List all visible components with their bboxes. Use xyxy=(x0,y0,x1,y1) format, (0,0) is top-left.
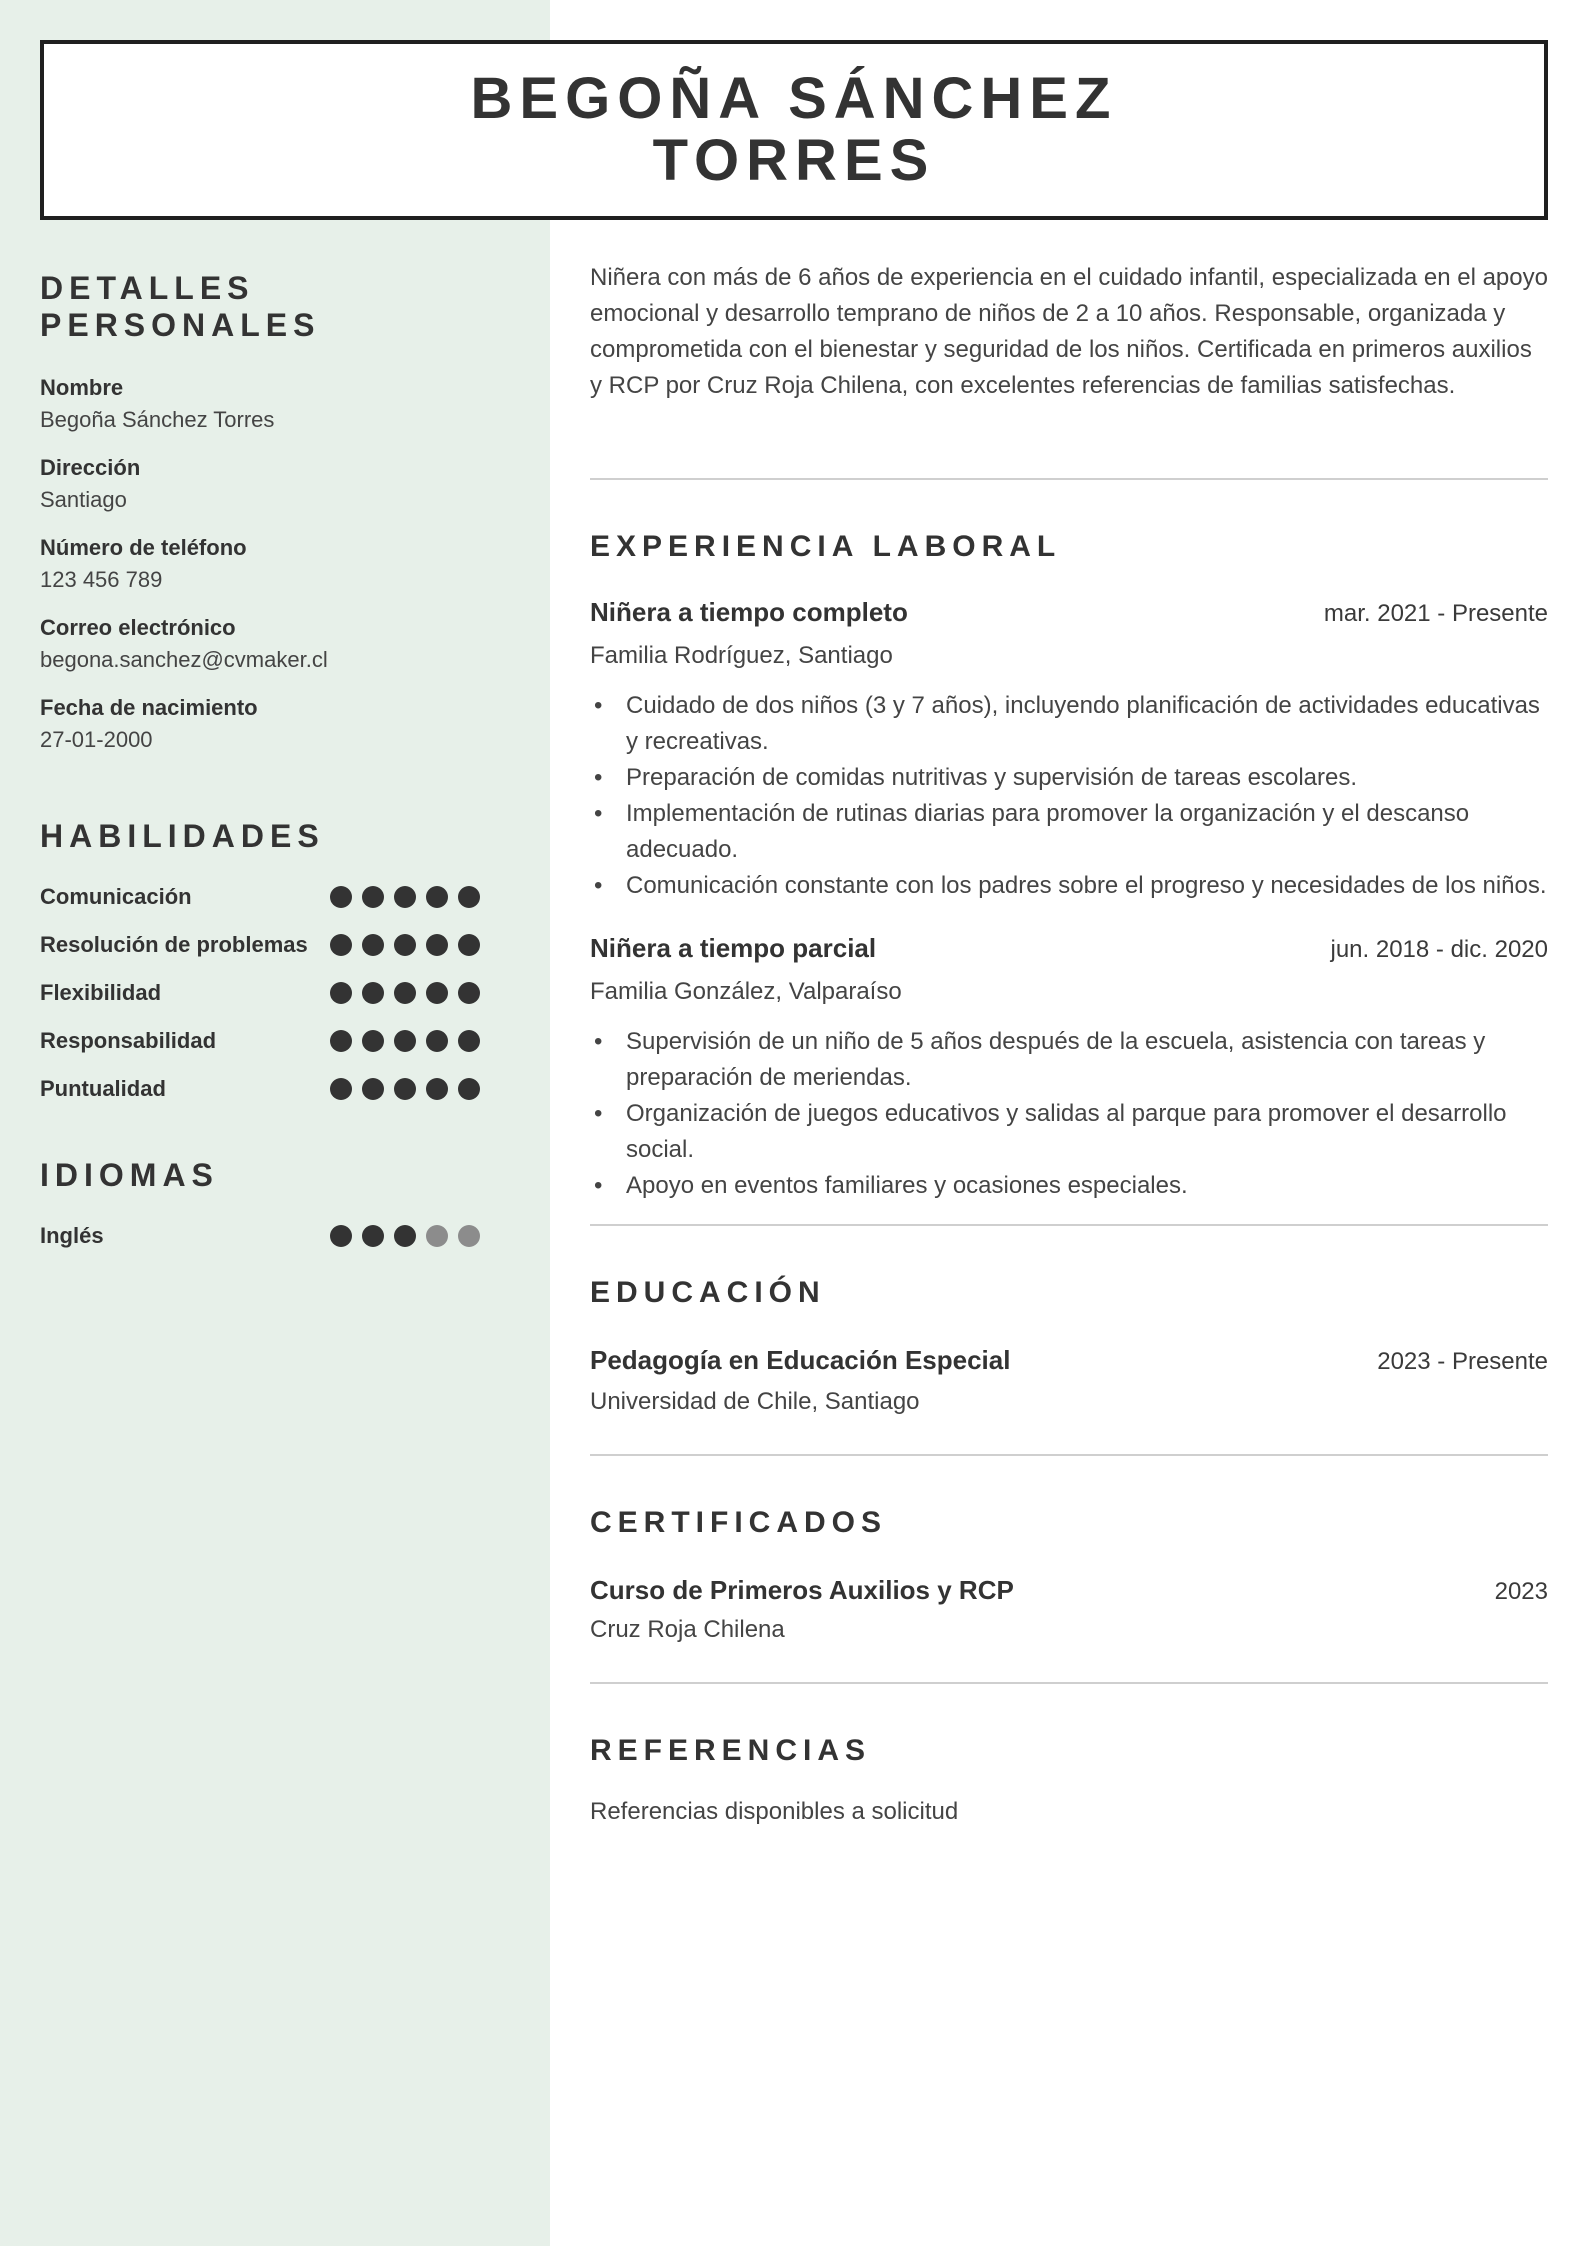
name-header xyxy=(40,40,1548,220)
job-bullet: • Organización de juegos educativos y salidas al parque para promover el desarrollo social. xyxy=(590,1096,1548,1168)
rating-dot-filled xyxy=(362,886,384,908)
skill-name: Resolución de problemas xyxy=(40,932,308,957)
name-line-2: TORRES xyxy=(652,128,936,193)
job-bullets xyxy=(590,688,1548,904)
detail-name xyxy=(40,372,500,436)
rating-dot-filled xyxy=(362,1078,384,1100)
rating-dot-empty xyxy=(426,1225,448,1247)
rating-dot-empty xyxy=(458,1225,480,1247)
rating-dot-filled xyxy=(362,982,384,1004)
certificate-title: Curso de Primeros Auxilios y RCP xyxy=(590,1575,1014,1605)
job-employer: Familia Rodríguez, Santiago xyxy=(590,642,893,669)
education-institution: Universidad de Chile, Santiago xyxy=(590,1388,920,1415)
rating-dot-filled xyxy=(426,982,448,1004)
rating-dot-filled xyxy=(394,934,416,956)
language-row xyxy=(40,1212,480,1260)
rating-dot-filled xyxy=(330,982,352,1004)
job-header xyxy=(590,930,1548,968)
certificates-heading: CERTIFICADOS xyxy=(590,1506,887,1539)
languages-section xyxy=(40,1157,500,1260)
rating-dot-filled xyxy=(330,934,352,956)
language-rating xyxy=(330,1225,480,1247)
skill-name: Comunicación xyxy=(40,884,192,909)
detail-value: Santiago xyxy=(40,487,127,512)
references-heading: REFERENCIAS xyxy=(590,1734,872,1767)
job-bullet: • Comunicación constante con los padres sobre el progreso y necesidades de los niños. xyxy=(590,868,1548,904)
rating-dot-filled xyxy=(362,1225,384,1247)
skill-rating xyxy=(330,1078,480,1100)
education-entry xyxy=(590,1342,1548,1420)
detail-value: Begoña Sánchez Torres xyxy=(40,407,275,432)
section-divider xyxy=(590,1682,1548,1684)
rating-dot-filled xyxy=(394,982,416,1004)
certificate-date: 2023 xyxy=(1494,1578,1548,1605)
experience-heading: EXPERIENCIA LABORAL xyxy=(590,530,1062,563)
detail-value: begona.sanchez@cvmaker.cl xyxy=(40,647,328,672)
rating-dot-filled xyxy=(394,1225,416,1247)
detail-label: Dirección xyxy=(40,455,141,480)
skill-row xyxy=(40,873,480,921)
job-bullet: • Preparación de comidas nutritivas y supervisión de tareas escolares. xyxy=(590,760,1548,796)
section-divider xyxy=(590,1454,1548,1456)
job-entry xyxy=(590,930,1548,1204)
rating-dot-filled xyxy=(394,886,416,908)
skill-rating xyxy=(330,934,480,956)
references-text: Referencias disponibles a solicitud xyxy=(590,1798,959,1825)
sidebar-content xyxy=(40,270,500,1260)
detail-birthdate xyxy=(40,692,500,756)
language-name: Inglés xyxy=(40,1223,104,1248)
rating-dot-filled xyxy=(458,982,480,1004)
skill-rating xyxy=(330,982,480,1004)
job-bullets xyxy=(590,1024,1548,1204)
job-employer: Familia González, Valparaíso xyxy=(590,978,902,1005)
skill-name: Flexibilidad xyxy=(40,980,162,1005)
rating-dot-filled xyxy=(330,886,352,908)
rating-dot-filled xyxy=(458,1078,480,1100)
education-date: 2023 - Presente xyxy=(1377,1348,1548,1375)
detail-label: Número de teléfono xyxy=(40,535,247,560)
detail-label: Correo electrónico xyxy=(40,615,236,640)
job-date: mar. 2021 - Presente xyxy=(1323,600,1548,627)
rating-dot-filled xyxy=(426,934,448,956)
job-entry xyxy=(590,594,1548,904)
skill-rating xyxy=(330,1030,480,1052)
certificate-issuer: Cruz Roja Chilena xyxy=(590,1616,785,1643)
rating-dot-filled xyxy=(426,886,448,908)
rating-dot-filled xyxy=(394,1078,416,1100)
education-header xyxy=(590,1342,1548,1380)
rating-dot-filled xyxy=(426,1078,448,1100)
job-date: jun. 2018 - dic. 2020 xyxy=(1330,936,1548,963)
job-title: Niñera a tiempo completo xyxy=(590,597,908,627)
job-bullet: • Supervisión de un niño de 5 años después de la escuela, asistencia con tareas y preparación de meriendas. xyxy=(590,1024,1548,1096)
education-title: Pedagogía en Educación Especial xyxy=(590,1345,1011,1375)
rating-dot-filled xyxy=(426,1030,448,1052)
detail-label: Nombre xyxy=(40,375,124,400)
rating-dot-filled xyxy=(458,886,480,908)
rating-dot-filled xyxy=(362,934,384,956)
rating-dot-filled xyxy=(330,1030,352,1052)
personal-details-heading: DETALLES PERSONALES xyxy=(40,270,321,343)
skill-name: Responsabilidad xyxy=(40,1028,217,1053)
job-header xyxy=(590,594,1548,632)
skill-rating xyxy=(330,886,480,908)
skill-row xyxy=(40,921,480,969)
rating-dot-filled xyxy=(330,1225,352,1247)
rating-dot-filled xyxy=(458,934,480,956)
section-divider xyxy=(590,1224,1548,1226)
skill-row xyxy=(40,969,480,1017)
job-bullet: • Apoyo en eventos familiares y ocasiones especiales. xyxy=(590,1168,1548,1204)
detail-email xyxy=(40,612,500,676)
detail-value: 27-01-2000 xyxy=(40,727,153,752)
detail-phone xyxy=(40,532,500,596)
skill-name: Puntualidad xyxy=(40,1076,166,1101)
job-bullet: • Cuidado de dos niños (3 y 7 años), incluyendo planificación de actividades educativas y recreativas. xyxy=(590,688,1548,760)
profile-summary: Niñera con más de 6 años de experiencia en el cuidado infantil, especializada en el apoyo emocional y desarrollo temprano de niños de 2 a 10 años. Responsable, organizada y comprometida con el bienestar y seguridad de los niños. Certificada en primeros auxilios y RCP por Cruz Roja Chilena, con excelentes referencias de familias satisfechas. xyxy=(590,264,1548,399)
certificate-entry xyxy=(590,1572,1548,1648)
detail-address xyxy=(40,452,500,516)
languages-heading: IDIOMAS xyxy=(40,1157,219,1193)
main-column xyxy=(590,260,1548,1830)
rating-dot-filled xyxy=(394,1030,416,1052)
section-divider xyxy=(590,478,1548,480)
certificate-header xyxy=(590,1572,1548,1610)
skill-row xyxy=(40,1065,480,1113)
skills-section xyxy=(40,818,500,1113)
name-line-1: BEGOÑA SÁNCHEZ xyxy=(470,66,1118,131)
education-heading: EDUCACIÓN xyxy=(590,1276,826,1309)
job-title: Niñera a tiempo parcial xyxy=(590,933,877,963)
rating-dot-filled xyxy=(330,1078,352,1100)
job-bullet: • Implementación de rutinas diarias para promover la organización y el descanso adecuado. xyxy=(590,796,1548,868)
skills-heading: HABILIDADES xyxy=(40,818,325,854)
rating-dot-filled xyxy=(458,1030,480,1052)
detail-value: 123 456 789 xyxy=(40,567,163,592)
skill-row xyxy=(40,1017,480,1065)
rating-dot-filled xyxy=(362,1030,384,1052)
detail-label: Fecha de nacimiento xyxy=(40,695,258,720)
